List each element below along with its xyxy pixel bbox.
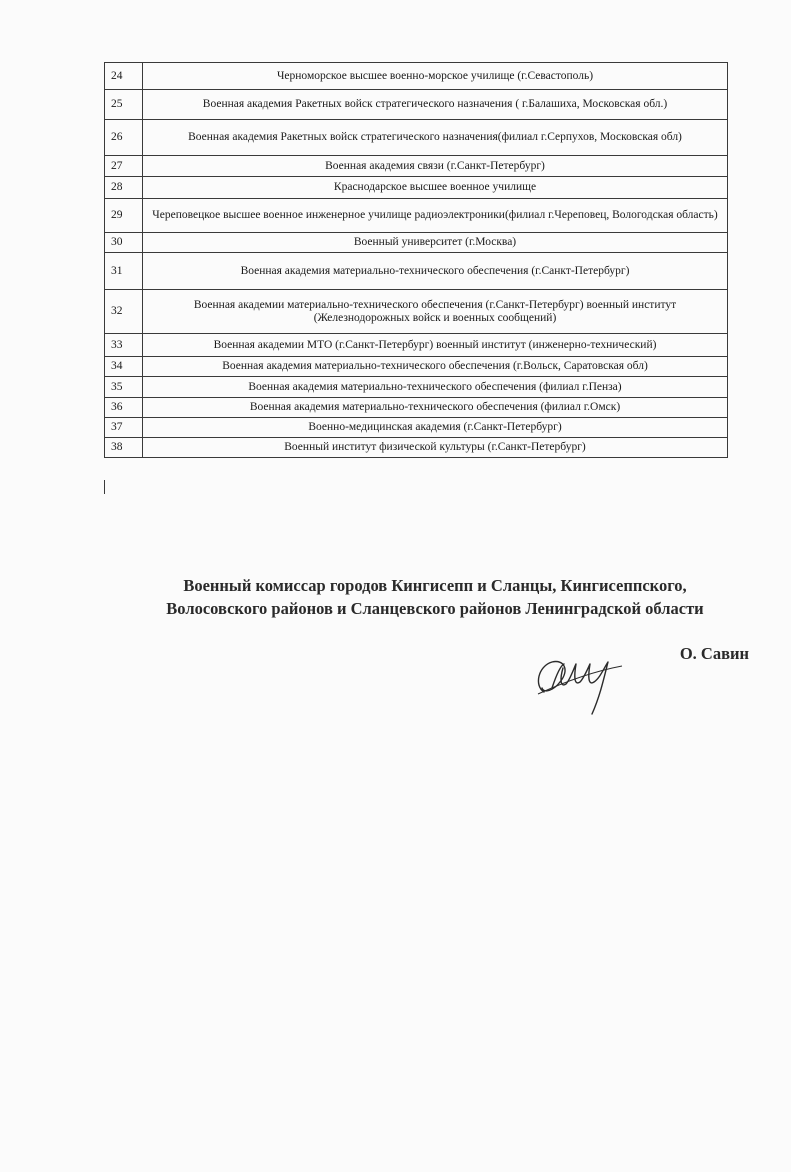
institution-name: Военная академия Ракетных войск стратегического назначения(филиал г.Серпухов, Московская обл) (143, 120, 728, 156)
academies-table (104, 62, 728, 458)
table-row (105, 290, 728, 334)
institution-name: Черноморское высшее военно-морское училище (г.Севастополь) (143, 63, 728, 90)
table-row (105, 334, 728, 357)
institution-name: Военная академии МТО (г.Санкт-Петербург) военный институт (инженерно-технический) (143, 334, 728, 357)
table-row (105, 177, 728, 199)
institution-name: Череповецкое высшее военное инженерное училище радиоэлектроники(филиал г.Череповец, Вологодская область) (143, 199, 728, 233)
institution-name: Военный институт физической культуры (г.Санкт-Петербург) (143, 438, 728, 458)
table-row (105, 199, 728, 233)
row-number: 24 (105, 63, 143, 90)
table-row (105, 253, 728, 290)
table-row (105, 156, 728, 177)
institution-name: Военная академия материально-технического обеспечения (филиал г.Омск) (143, 398, 728, 418)
row-number: 29 (105, 199, 143, 233)
row-number: 26 (105, 120, 143, 156)
row-number: 35 (105, 377, 143, 398)
table-row (105, 377, 728, 398)
signer-name: О. Савин (679, 644, 749, 663)
row-number: 38 (105, 438, 143, 458)
institution-name: Военная академия связи (г.Санкт-Петербург) (143, 156, 728, 177)
row-number: 36 (105, 398, 143, 418)
table-row (105, 357, 728, 377)
row-number: 28 (105, 177, 143, 199)
table-row (105, 63, 728, 90)
institution-name: Военный университет (г.Москва) (143, 233, 728, 253)
signatory-title (100, 574, 770, 620)
row-number: 33 (105, 334, 143, 357)
table-row (105, 90, 728, 120)
institution-name: Военная академия материально-технического обеспечения (филиал г.Пенза) (143, 377, 728, 398)
row-number: 34 (105, 357, 143, 377)
signatory-title-line1: Военный комиссар городов Кингисепп и Сланцы, Кингисеппского, (183, 576, 687, 595)
institution-name: Военно-медицинская академия (г.Санкт-Петербург) (143, 418, 728, 438)
institution-name: Военная академия материально-технического обеспечения (г.Вольск, Саратовская обл) (143, 357, 728, 377)
row-number: 31 (105, 253, 143, 290)
institution-name: Военная академии материально-технического обеспечения (г.Санкт-Петербург) военный институт (Железнодорожных войск и военных сообщений) (143, 290, 728, 334)
row-number: 30 (105, 233, 143, 253)
table-row (105, 233, 728, 253)
table-border-stub (104, 480, 105, 494)
row-number: 32 (105, 290, 143, 334)
row-number: 25 (105, 90, 143, 120)
institution-name: Краснодарское высшее военное училище (143, 177, 728, 199)
table-row (105, 438, 728, 458)
institution-name: Военная академия материально-технического обеспечения (г.Санкт-Петербург) (143, 253, 728, 290)
table-row (105, 120, 728, 156)
handwritten-signature (530, 648, 630, 718)
table-row (105, 398, 728, 418)
table-row (105, 418, 728, 438)
institution-name: Военная академия Ракетных войск стратегического назначения ( г.Балашиха, Московская обл.) (143, 90, 728, 120)
signatory-title-line2: Волосовского районов и Сланцевского районов Ленинградской области (166, 599, 704, 618)
row-number: 27 (105, 156, 143, 177)
row-number: 37 (105, 418, 143, 438)
